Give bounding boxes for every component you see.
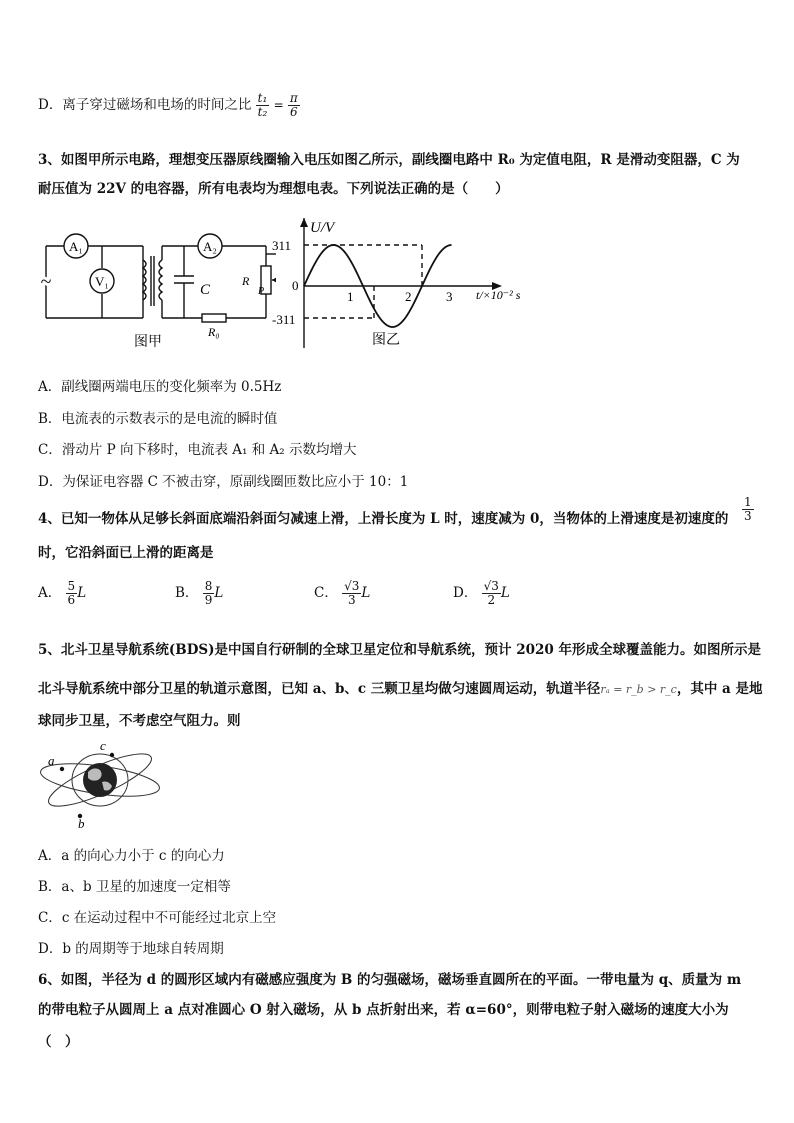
slider-p-label: P <box>258 286 265 297</box>
q5-option-b: B．a、b 卫星的加速度一定相等 <box>38 879 231 895</box>
q4-stem-line2: 时，它沿斜面已上滑的距离是 <box>38 545 214 561</box>
satellite-a-label: a <box>48 753 55 768</box>
ac-source-symbol: ~ <box>40 271 52 293</box>
q4-option-c: C． $\frac{√3}{3}$ L <box>314 579 371 607</box>
q4-option-d: D． $\frac{√3}{2}$ L <box>453 579 510 607</box>
q6-stem-line2: 的带电粒子从圆周上 a 点对准圆心 O 射入磁场，从 b 点折射出来，若 α=60°，则带电粒子射入磁场的速度大小为 <box>38 1002 729 1018</box>
q3-voltage-graph <box>270 212 532 352</box>
graph-y-max-label: 311 <box>272 238 292 253</box>
graph-y-axis-label: U/V <box>310 220 335 236</box>
q3-stem-line1: 3、如图甲所示电路，理想变压器原线圈输入电压如图乙所示，副线圈电路中 R₀ 为定值电阻，R 是滑动变阻器，C 为 <box>38 152 740 168</box>
ammeter-a1-label: A₁ <box>69 239 83 254</box>
capacitor-label: C <box>200 282 211 298</box>
q2-option-d: D．离子穿过磁场和电场的时间之比 $\frac{\text{t₁}}{\text{t₂}}$ = $\frac{\pi}{6}$ <box>38 91 298 119</box>
q3-option-a: A．副线圈两端电压的变化频率为 0.5Hz <box>38 379 282 395</box>
earth-icon <box>83 763 117 797</box>
q5-satellite-orbit-diagram <box>36 738 168 830</box>
q2-pi-over-six-fraction: $\frac{\pi}{6}$ <box>289 91 298 119</box>
q2-option-d-text: D．离子穿过磁场和电场的时间之比 <box>38 97 252 113</box>
satellite-b-label: b <box>78 816 85 830</box>
q4-stem-line1: 4、已知一物体从足够长斜面底端沿斜面匀减速上滑，上滑长度为 L 时，速度减为 0，当物体的上滑速度是初速度的 <box>38 511 729 527</box>
satellite-c-dot <box>110 753 114 757</box>
q3-option-b: B．电流表的示数表示的是电流的瞬时值 <box>38 411 278 427</box>
voltmeter-v1-label: V₁ <box>95 274 109 289</box>
graph-x-axis-label: t/×10⁻² s <box>476 288 521 302</box>
graph-x-tick-3: 3 <box>446 289 453 304</box>
satellite-a-dot <box>60 767 64 771</box>
q5-stem-line2: 北斗导航系统中部分卫星的轨道示意图，已知 a、b、c 三颗卫星均做匀速圆周运动，轨道半径rₐ = r_b > r_c，其中 a 是地 <box>38 681 763 697</box>
graph-y-min-label: -311 <box>272 312 296 327</box>
figure-jia-caption: 图甲 <box>134 335 162 350</box>
q3-circuit-diagram <box>36 226 276 350</box>
figure-yi-caption: 图乙 <box>372 333 400 348</box>
q4-option-a: A． $\frac{5}{6}$ L <box>38 579 87 607</box>
q5-stem-line1: 5、北斗卫星导航系统(BDS)是中国自行研制的全球卫星定位和导航系统，预计 2020 年形成全球覆盖能力。如图所示是 <box>38 642 762 658</box>
q5-option-a: A．a 的向心力小于 c 的向心力 <box>38 848 225 864</box>
q4-option-b: B． $\frac{8}{9}$ L <box>175 579 224 607</box>
q5-option-d: D．b 的周期等于地球自转周期 <box>38 941 224 957</box>
graph-x-tick-2: 2 <box>405 289 412 304</box>
graph-x-tick-1: 1 <box>347 289 354 304</box>
q5-option-c: C．c 在运动过程中不可能经过北京上空 <box>38 910 277 926</box>
q4-stem-fraction: $\frac{1}{3}$ <box>744 495 752 523</box>
q6-stem-line3: （ ） <box>38 1034 79 1050</box>
q3-stem-line2: 耐压值为 22V 的电容器，所有电表均为理想电表。下列说法正确的是（ ） <box>38 181 509 197</box>
graph-origin-label: 0 <box>292 278 299 293</box>
q3-option-c: C．滑动片 P 向下移时，电流表 A₁ 和 A₂ 示数均增大 <box>38 442 357 458</box>
q2-time-ratio-fraction: $\frac{\text{t₁}}{\text{t₂}}$ <box>257 91 268 119</box>
q6-stem-line1: 6、如图，半径为 d 的圆形区域内有磁感应强度为 B 的匀强磁场，磁场垂直圆所在的平面。一带电量为 q、质量为 m <box>38 972 742 988</box>
q5-radius-relation: rₐ = r_b > r_c <box>600 683 677 696</box>
rheostat-label: R <box>242 274 250 288</box>
resistor-r0-label: R₀ <box>208 325 220 339</box>
q5-stem-line3: 球同步卫星，不考虑空气阻力。则 <box>38 713 241 729</box>
ammeter-a2-label: A₂ <box>203 239 217 254</box>
q3-option-d: D．为保证电容器 C 不被击穿，原副线圈匝数比应小于 10：1 <box>38 474 409 490</box>
satellite-c-label: c <box>100 738 106 753</box>
